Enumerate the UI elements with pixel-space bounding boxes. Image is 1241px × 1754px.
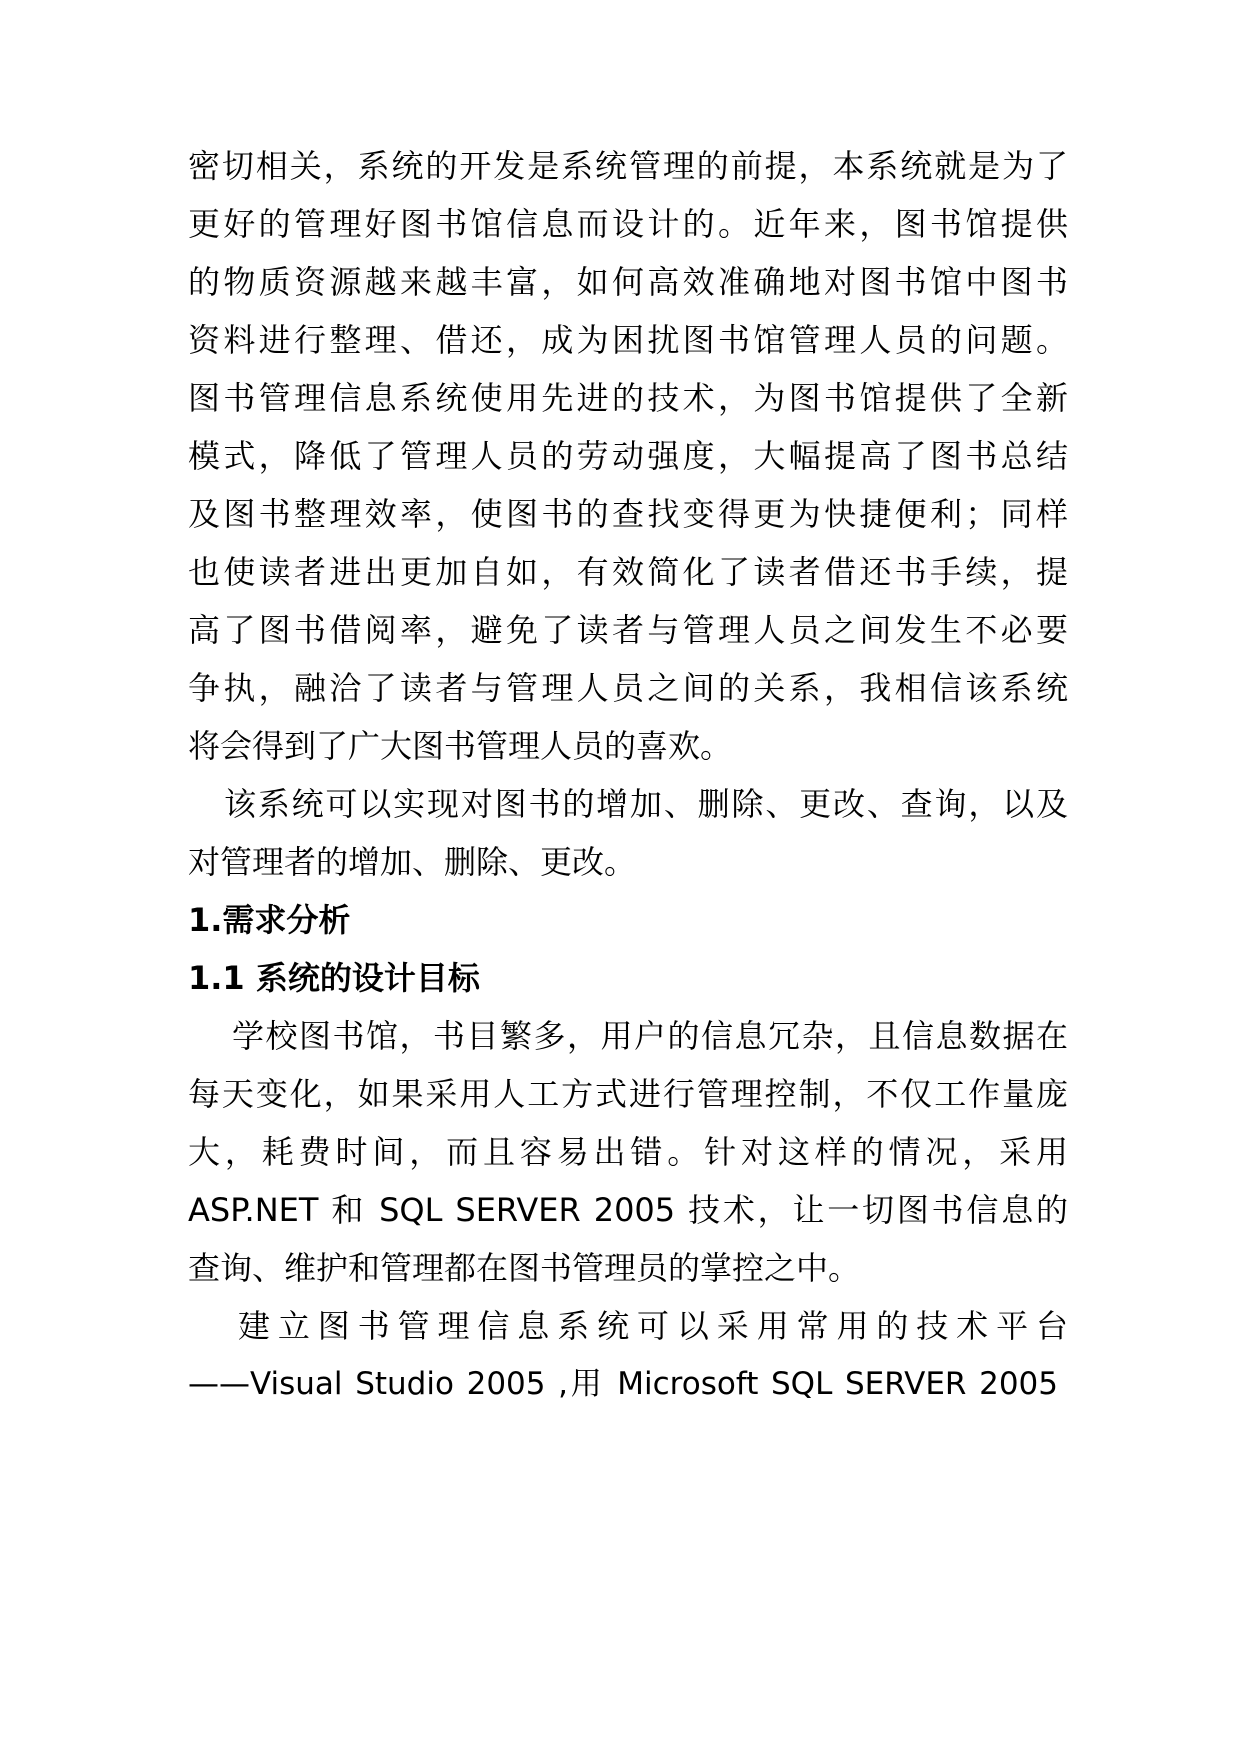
paragraph-line: 查询、维护和管理都在图书管理员的掌控之中。 <box>188 1249 861 1287</box>
paragraph-line: 模式，降低了管理人员的劳动强度，大幅提高了图书总结 <box>188 437 1068 475</box>
paragraph-line: ASP.NET 和 SQL SERVER 2005 技术，让一切图书信息的 <box>188 1191 1068 1229</box>
paragraph-line: 及图书整理效率，使图书的查找变得更为快捷便利；同样 <box>188 495 1068 533</box>
paragraph-line: 将会得到了广大图书管理人员的喜欢。 <box>188 727 733 765</box>
paragraph-line: 密切相关，系统的开发是系统管理的前提，本系统就是为了 <box>188 147 1068 185</box>
paragraph-line: 学校图书馆，书目繁多，用户的信息冗杂，且信息数据在 <box>232 1017 1068 1055</box>
paragraph-line: 争执，融洽了读者与管理人员之间的关系，我相信该系统 <box>188 669 1068 707</box>
paragraph-line: 该系统可以实现对图书的增加、删除、更改、查询，以及 <box>224 785 1068 823</box>
paragraph-line: 也使读者进出更加自如，有效简化了读者借还书手续，提 <box>188 553 1068 591</box>
paragraph-line: 建立图书管理信息系统可以采用常用的技术平台 <box>238 1307 1068 1345</box>
paragraph-line: 更好的管理好图书馆信息而设计的。近年来，图书馆提供 <box>188 205 1068 243</box>
paragraph-line: 图书管理信息系统使用先进的技术，为图书馆提供了全新 <box>188 379 1068 417</box>
paragraph-line: 每天变化，如果采用人工方式进行管理控制，不仅工作量庞 <box>188 1075 1068 1113</box>
paragraph-line: 资料进行整理、借还，成为困扰图书馆管理人员的问题。 <box>188 321 1068 359</box>
paragraph-line: ——Visual Studio 2005 ,用 Microsoft SQL SERVER 2005 <box>188 1366 1058 1402</box>
paragraph-line: 高了图书借阅率，避免了读者与管理人员之间发生不必要 <box>188 611 1068 649</box>
paragraph-line: 大，耗费时间，而且容易出错。针对这样的情况，采用 <box>188 1133 1068 1171</box>
paragraph-line: 的物质资源越来越丰富，如何高效准确地对图书馆中图书 <box>188 263 1068 301</box>
section-heading: 1.需求分析 <box>188 901 351 939</box>
subsection-heading: 1.1 系统的设计目标 <box>188 959 480 997</box>
paragraph-line: 对管理者的增加、删除、更改。 <box>188 843 637 881</box>
